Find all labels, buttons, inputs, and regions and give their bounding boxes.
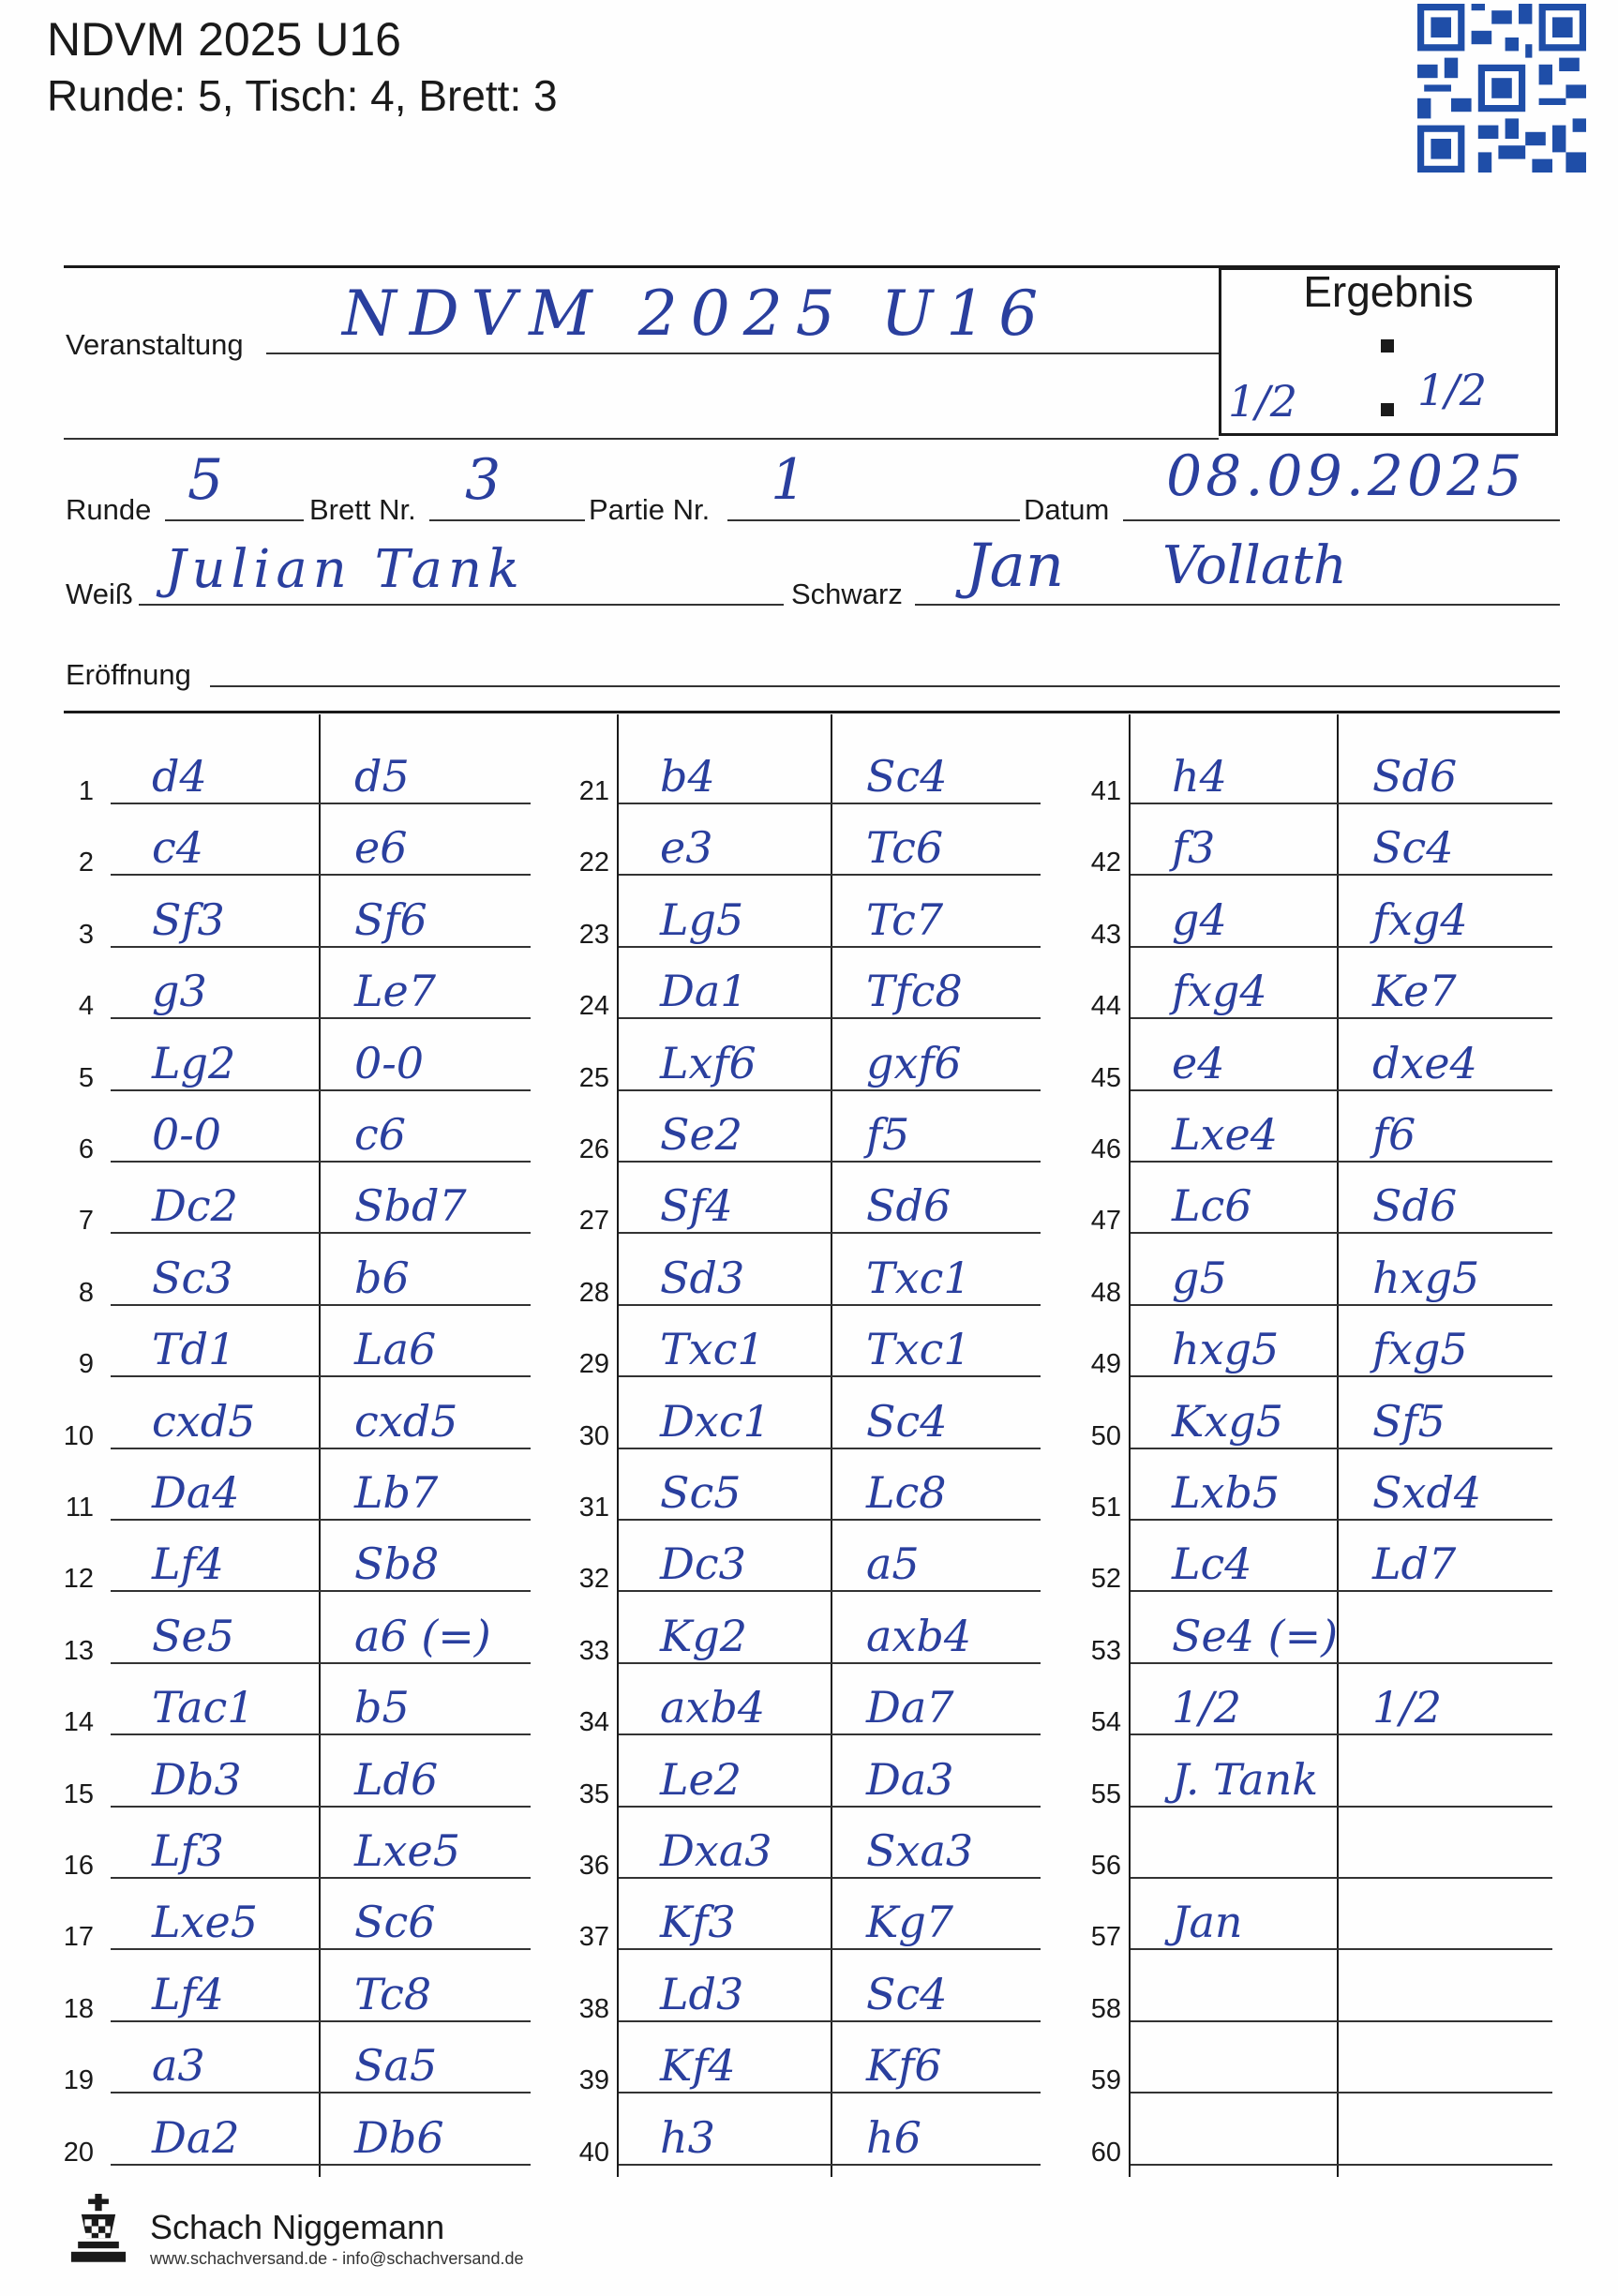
- black-move: gxf6: [866, 1037, 962, 1088]
- black-move: Tc6: [866, 822, 944, 874]
- move-number: 56: [1090, 1851, 1121, 1881]
- black-move: Sf5: [1372, 1395, 1446, 1447]
- move-underline: [1131, 1232, 1552, 1234]
- move-underline: [619, 874, 1041, 876]
- white-move: Se5: [152, 1610, 235, 1661]
- white-move: Lg2: [152, 1037, 236, 1088]
- result-black-value: 1/2: [1417, 365, 1488, 415]
- move-number: 21: [578, 776, 609, 806]
- move-underline: [111, 2092, 531, 2093]
- white-move: Lxb5: [1172, 1467, 1281, 1518]
- board-value: 3: [465, 447, 502, 513]
- move-number: 2: [78, 848, 94, 878]
- move-column-separator: [831, 714, 832, 2177]
- move-number: 27: [578, 1206, 609, 1237]
- move-underline: [111, 1161, 531, 1163]
- black-move: Tc8: [354, 1968, 432, 2019]
- white-move: Dxa3: [660, 1825, 772, 1876]
- move-underline: [619, 1733, 1041, 1735]
- black-value: Jan: [966, 532, 1065, 601]
- white-move: Tac1: [152, 1682, 255, 1733]
- date-label: Datum: [1024, 493, 1110, 526]
- move-underline: [619, 1161, 1041, 1163]
- move-number: 44: [1090, 991, 1121, 1022]
- move-number: 18: [63, 1993, 94, 2024]
- move-underline: [1131, 1733, 1552, 1735]
- move-number: 48: [1090, 1277, 1121, 1308]
- white-move: Se4 (=): [1172, 1610, 1339, 1661]
- move-underline: [1131, 2020, 1552, 2022]
- white-move: Kf3: [660, 1897, 736, 1948]
- black-move: e6: [354, 822, 408, 874]
- black-move: Db6: [354, 2111, 444, 2163]
- white-move: c4: [152, 822, 204, 874]
- white-move: f3: [1172, 822, 1216, 874]
- white-move: Td1: [152, 1324, 236, 1375]
- white-move: axb4: [660, 1682, 766, 1733]
- footer-contact: www.schachversand.de - info@schachversand.de: [150, 2249, 524, 2268]
- page-title: NDVM 2025 U16: [47, 13, 401, 66]
- white-move: Ld3: [660, 1968, 744, 2019]
- black-move: Txc1: [866, 1324, 971, 1375]
- black-move: Sb8: [354, 1538, 440, 1590]
- move-column-separator: [1337, 714, 1339, 2177]
- white-move: Kxg5: [1172, 1395, 1284, 1447]
- move-number: 58: [1090, 1993, 1121, 2024]
- white-move: cxd5: [152, 1395, 256, 1447]
- result-white-value: 1/2: [1228, 376, 1298, 427]
- black-move: Sf6: [354, 893, 427, 945]
- black-move: Ke7: [1372, 966, 1457, 1017]
- black-move: Sd6: [1372, 1180, 1458, 1232]
- black-move: hxg5: [1372, 1252, 1480, 1303]
- black-move: Sbd7: [354, 1180, 467, 1232]
- move-number: 19: [63, 2065, 94, 2096]
- move-underline: [1131, 946, 1552, 948]
- black-move: fxg4: [1372, 893, 1468, 945]
- white-move: 0-0: [152, 1109, 222, 1160]
- white-move: Dc3: [660, 1538, 746, 1590]
- black-label: Schwarz: [791, 578, 903, 610]
- white-move: e4: [1172, 1037, 1225, 1088]
- move-number: 7: [78, 1206, 94, 1237]
- move-number: 47: [1090, 1206, 1121, 1237]
- move-underline: [111, 1448, 531, 1449]
- move-underline: [1131, 1089, 1552, 1091]
- move-number: 28: [578, 1277, 609, 1308]
- move-underline: [619, 2020, 1041, 2022]
- move-underline: [111, 1733, 531, 1735]
- move-underline: [111, 1017, 531, 1019]
- move-number: 26: [578, 1134, 609, 1164]
- white-move: J. Tank: [1172, 1753, 1319, 1805]
- move-underline: [1131, 2164, 1552, 2166]
- black-move: h6: [866, 2111, 921, 2163]
- move-number: 46: [1090, 1134, 1121, 1164]
- move-number: 60: [1090, 2137, 1121, 2168]
- move-underline: [1131, 1161, 1552, 1163]
- black-move: fxg5: [1372, 1324, 1468, 1375]
- move-number: 12: [63, 1564, 94, 1595]
- black-move: Sa5: [354, 2040, 438, 2092]
- move-block-separator: [617, 714, 619, 2177]
- move-number: 34: [578, 1707, 609, 1738]
- move-underline: [111, 2020, 531, 2022]
- black-move: Kf6: [866, 2040, 942, 2092]
- move-underline: [619, 1304, 1041, 1306]
- white-move: Sf3: [152, 893, 225, 945]
- move-underline: [619, 1017, 1041, 1019]
- move-column-separator: [319, 714, 321, 2177]
- move-underline: [619, 1519, 1041, 1521]
- black-move: Sc4: [866, 751, 948, 802]
- black-move: Le7: [354, 966, 437, 1017]
- board-label: Brett Nr.: [309, 493, 416, 526]
- move-number: 31: [578, 1493, 609, 1523]
- move-number: 9: [78, 1349, 94, 1380]
- move-number: 10: [63, 1420, 94, 1451]
- move-underline: [1131, 1017, 1552, 1019]
- move-number: 24: [578, 991, 609, 1022]
- move-number: 59: [1090, 2065, 1121, 2096]
- black-move: Sc6: [354, 1897, 436, 1948]
- black-move: La6: [354, 1324, 437, 1375]
- move-number: 30: [578, 1420, 609, 1451]
- black-move: Sc4: [1372, 822, 1454, 874]
- black-move: Tfc8: [866, 966, 963, 1017]
- black-move: Da3: [866, 1753, 954, 1805]
- black-move: a5: [866, 1538, 920, 1590]
- move-number: 3: [78, 919, 94, 950]
- move-underline: [1131, 803, 1552, 804]
- move-number: 37: [578, 1922, 609, 1953]
- move-block-separator: [1129, 714, 1131, 2177]
- move-underline: [619, 1375, 1041, 1377]
- move-underline: [111, 1519, 531, 1521]
- move-underline: [619, 2164, 1041, 2166]
- move-number: 8: [78, 1277, 94, 1308]
- move-underline: [619, 1590, 1041, 1592]
- move-number: 33: [578, 1635, 609, 1666]
- move-underline: [1131, 1375, 1552, 1377]
- move-number: 35: [578, 1778, 609, 1809]
- move-underline: [111, 1948, 531, 1950]
- black-signature: Vollath: [1162, 535, 1347, 596]
- move-number: 23: [578, 919, 609, 950]
- white-move: Lf3: [152, 1825, 224, 1876]
- move-underline: [619, 1806, 1041, 1808]
- date-value: 08.09.2025: [1166, 443, 1526, 509]
- move-underline: [619, 2092, 1041, 2093]
- white-move: Lg5: [660, 893, 744, 945]
- black-move: Lxe5: [354, 1825, 460, 1876]
- move-underline: [1131, 1590, 1552, 1592]
- white-move: h3: [660, 2111, 715, 2163]
- white-move: Txc1: [660, 1324, 765, 1375]
- white-move: Lxe5: [152, 1897, 258, 1948]
- move-underline: [1131, 1304, 1552, 1306]
- white-move: Da2: [152, 2111, 240, 2163]
- move-underline: [111, 946, 531, 948]
- move-underline: [1131, 1662, 1552, 1664]
- move-number: 51: [1090, 1493, 1121, 1523]
- move-number: 14: [63, 1707, 94, 1738]
- move-number: 32: [578, 1564, 609, 1595]
- chess-king-logo-icon: [64, 2194, 133, 2269]
- white-move: Lf4: [152, 1968, 224, 2019]
- black-move: Lc8: [866, 1467, 947, 1518]
- black-move: f6: [1372, 1109, 1416, 1160]
- event-label: Veranstaltung: [66, 328, 244, 361]
- white-move: Jan: [1172, 1897, 1243, 1948]
- white-move: Db3: [152, 1753, 242, 1805]
- black-move: d5: [354, 751, 410, 802]
- black-move: Lb7: [354, 1467, 439, 1518]
- footer-brand: Schach Niggemann: [150, 2208, 445, 2246]
- game-value: 1: [771, 447, 807, 513]
- black-move: Ld7: [1372, 1538, 1457, 1590]
- white-move: Le2: [660, 1753, 742, 1805]
- round-label: Runde: [66, 493, 152, 526]
- black-move: Sxa3: [866, 1825, 974, 1876]
- move-underline: [111, 2164, 531, 2166]
- black-move: c6: [354, 1109, 407, 1160]
- move-underline: [111, 1375, 531, 1377]
- white-move: Sc5: [660, 1467, 742, 1518]
- white-move: Lf4: [152, 1538, 224, 1590]
- white-move: fxg4: [1172, 966, 1267, 1017]
- move-number: 38: [578, 1993, 609, 2024]
- black-move: cxd5: [354, 1395, 458, 1447]
- move-underline: [111, 1089, 531, 1091]
- white-move: Kf4: [660, 2040, 736, 2092]
- white-move: g5: [1172, 1252, 1227, 1303]
- move-underline: [111, 1806, 531, 1808]
- black-move: dxe4: [1372, 1037, 1477, 1088]
- black-move: Txc1: [866, 1252, 971, 1303]
- result-label: Ergebnis: [1303, 267, 1474, 316]
- move-number: 25: [578, 1062, 609, 1093]
- move-underline: [111, 1304, 531, 1306]
- white-move: e3: [660, 822, 713, 874]
- black-move: Sd6: [1372, 751, 1458, 802]
- move-number: 13: [63, 1635, 94, 1666]
- black-move: Tc7: [866, 893, 944, 945]
- black-move: Sxd4: [1372, 1467, 1482, 1518]
- move-number: 39: [578, 2065, 609, 2096]
- game-label: Partie Nr.: [589, 493, 711, 526]
- move-number: 22: [578, 848, 609, 878]
- move-number: 52: [1090, 1564, 1121, 1595]
- move-underline: [619, 1089, 1041, 1091]
- move-number: 36: [578, 1851, 609, 1881]
- move-underline: [1131, 1448, 1552, 1449]
- opening-label: Eröffnung: [66, 658, 191, 691]
- move-number: 15: [63, 1778, 94, 1809]
- white-move: Dc2: [152, 1180, 238, 1232]
- move-number: 6: [78, 1134, 94, 1164]
- move-underline: [111, 1232, 531, 1234]
- move-number: 5: [78, 1062, 94, 1093]
- black-move: f5: [866, 1109, 910, 1160]
- white-move: hxg5: [1172, 1324, 1280, 1375]
- move-underline: [1131, 1948, 1552, 1950]
- black-move: a6 (=): [354, 1610, 491, 1661]
- white-move: Dxc1: [660, 1395, 771, 1447]
- move-number: 45: [1090, 1062, 1121, 1093]
- white-move: h4: [1172, 751, 1227, 802]
- white-move: Da1: [660, 966, 748, 1017]
- move-underline: [619, 803, 1041, 804]
- move-number: 42: [1090, 848, 1121, 878]
- move-underline: [111, 1662, 531, 1664]
- black-move: Sc4: [866, 1395, 948, 1447]
- white-move: Se2: [660, 1109, 743, 1160]
- white-move: d4: [152, 751, 207, 802]
- move-underline: [1131, 1519, 1552, 1521]
- black-move: Ld6: [354, 1753, 439, 1805]
- black-move: Sc4: [866, 1968, 948, 2019]
- black-move: 1/2: [1372, 1682, 1443, 1733]
- move-underline: [1131, 1806, 1552, 1808]
- move-number: 11: [65, 1493, 94, 1523]
- white-move: Sf4: [660, 1180, 733, 1232]
- move-number: 53: [1090, 1635, 1121, 1666]
- white-value: Julian Tank: [165, 539, 525, 600]
- white-label: Weiß: [66, 578, 133, 610]
- move-underline: [619, 1448, 1041, 1449]
- white-move: 1/2: [1172, 1682, 1242, 1733]
- move-number: 41: [1090, 776, 1121, 806]
- black-move: Da7: [866, 1682, 954, 1733]
- move-underline: [619, 1948, 1041, 1950]
- move-number: 43: [1090, 919, 1121, 950]
- move-underline: [619, 1877, 1041, 1879]
- move-number: 49: [1090, 1349, 1121, 1380]
- move-number: 4: [78, 991, 94, 1022]
- black-move: Sd6: [866, 1180, 951, 1232]
- white-move: Kg2: [660, 1610, 748, 1661]
- black-move: Kg7: [866, 1897, 954, 1948]
- white-move: Lc6: [1172, 1180, 1252, 1232]
- move-number: 1: [78, 776, 94, 806]
- white-move: Lxf6: [660, 1037, 757, 1088]
- move-underline: [619, 946, 1041, 948]
- black-move: b6: [354, 1252, 410, 1303]
- page-subtitle: Runde: 5, Tisch: 4, Brett: 3: [47, 71, 558, 120]
- move-number: 16: [63, 1851, 94, 1881]
- move-number: 50: [1090, 1420, 1121, 1451]
- move-underline: [619, 1232, 1041, 1234]
- move-number: 17: [63, 1922, 94, 1953]
- white-move: Sd3: [660, 1252, 745, 1303]
- white-move: Lc4: [1172, 1538, 1252, 1590]
- black-move: axb4: [866, 1610, 972, 1661]
- move-underline: [1131, 2092, 1552, 2093]
- move-number: 29: [578, 1349, 609, 1380]
- round-value: 5: [187, 447, 224, 513]
- move-underline: [111, 803, 531, 804]
- move-underline: [619, 1662, 1041, 1664]
- move-underline: [1131, 1877, 1552, 1879]
- white-move: g3: [152, 966, 207, 1017]
- white-move: g4: [1172, 893, 1227, 945]
- move-underline: [111, 874, 531, 876]
- move-number: 55: [1090, 1778, 1121, 1809]
- black-move: b5: [354, 1682, 410, 1733]
- move-number: 57: [1090, 1922, 1121, 1953]
- white-move: b4: [660, 751, 715, 802]
- move-underline: [1131, 874, 1552, 876]
- event-value: NDVM 2025 U16: [342, 278, 1052, 350]
- black-move: 0-0: [354, 1037, 425, 1088]
- white-move: a3: [152, 2040, 205, 2092]
- move-number: 40: [578, 2137, 609, 2168]
- move-underline: [111, 1590, 531, 1592]
- move-number: 54: [1090, 1707, 1121, 1738]
- white-move: Sc3: [152, 1252, 233, 1303]
- white-move: Lxe4: [1172, 1109, 1278, 1160]
- move-underline: [111, 1877, 531, 1879]
- white-move: Da4: [152, 1467, 240, 1518]
- move-number: 20: [63, 2137, 94, 2168]
